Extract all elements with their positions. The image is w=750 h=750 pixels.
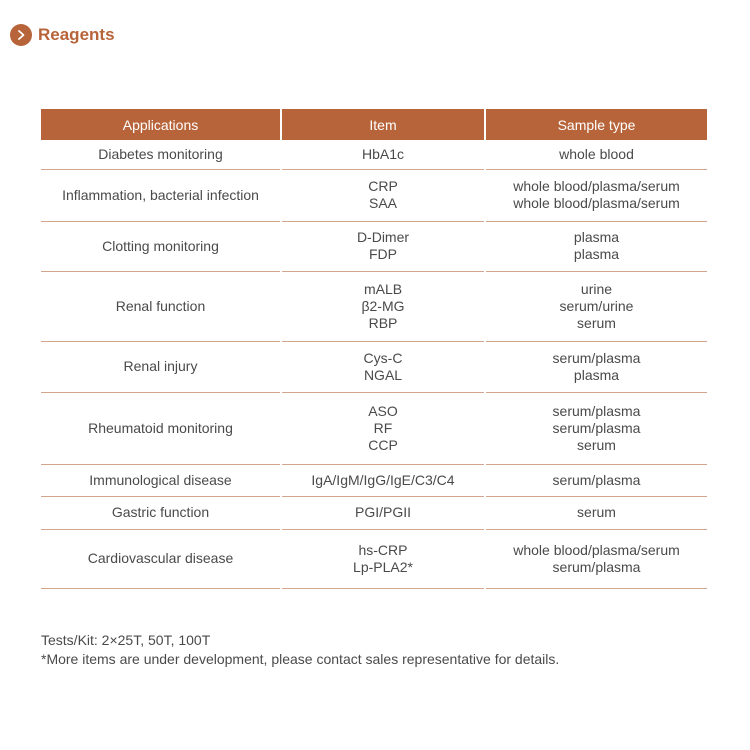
- item-label: hs-CRP: [358, 541, 408, 558]
- item-label: HbA1c: [361, 145, 405, 162]
- item-cell: [282, 497, 484, 530]
- table-header-row: [41, 109, 707, 140]
- application-label: Diabetes monitoring: [98, 145, 223, 162]
- sample-type-label: serum: [577, 504, 616, 520]
- item-label: CRP: [368, 178, 398, 194]
- application-cell: [41, 465, 280, 497]
- sample-type-label: plasma: [573, 366, 620, 383]
- item-cell: [282, 222, 484, 272]
- table-row: [41, 497, 707, 530]
- item-cell: [282, 140, 484, 170]
- item-label: CCP: [368, 436, 398, 453]
- section-header: [10, 24, 115, 46]
- item-label: NGAL: [363, 366, 403, 383]
- application-cell: [41, 530, 280, 589]
- item-label: ASO: [368, 402, 398, 419]
- item-label: D-Dimer: [356, 229, 410, 245]
- item-cell: [282, 393, 484, 465]
- sample-type-label: whole blood: [559, 145, 634, 162]
- header-item: Item: [282, 109, 484, 140]
- application-cell: [41, 222, 280, 272]
- sample-type-label: serum/plasma: [552, 402, 641, 419]
- application-label: Inflammation, bacterial infection: [62, 186, 259, 203]
- sample-type-label: serum/plasma: [552, 471, 641, 488]
- item-label: β2-MG: [361, 297, 405, 314]
- application-cell: [41, 170, 280, 222]
- item-label: IgA/IgM/IgG/IgE/C3/C4: [311, 471, 455, 488]
- application-cell: [41, 272, 280, 342]
- sample-type-label: serum/plasma: [552, 419, 641, 436]
- item-cell: [282, 530, 484, 589]
- item-label: SAA: [368, 195, 397, 211]
- item-cell: [282, 465, 484, 497]
- sample-type-label: whole blood/plasma/serum: [513, 178, 680, 194]
- application-label: Immunological disease: [89, 471, 232, 488]
- item-label: Cys-C: [363, 349, 403, 366]
- sample-type-label: plasma: [573, 229, 620, 245]
- development-note: *More items are under development, please contact sales representative for details.: [41, 651, 560, 667]
- application-cell: [41, 342, 280, 393]
- reagents-table: [41, 109, 707, 589]
- application-cell: [41, 497, 280, 530]
- chevron-right-icon: [10, 24, 32, 46]
- section-title: Reagents: [38, 25, 115, 44]
- sample-type-label: serum/urine: [559, 297, 634, 314]
- footer: [41, 631, 559, 669]
- sample-type-cell: [486, 497, 707, 530]
- item-label: RF: [373, 419, 393, 436]
- sample-type-label: whole blood/plasma/serum: [513, 541, 680, 558]
- table-row: [41, 342, 707, 393]
- sample-type-label: serum/plasma: [552, 558, 641, 575]
- item-label: PGI/PGII: [354, 504, 411, 520]
- application-label: Renal function: [115, 297, 206, 314]
- header-applications: Applications: [41, 109, 280, 140]
- tests-per-kit-text: Tests/Kit: 2×25T, 50T, 100T: [41, 632, 211, 648]
- table-row: [41, 222, 707, 272]
- item-cell: [282, 342, 484, 393]
- sample-type-label: plasma: [573, 246, 620, 262]
- table-row: [41, 530, 707, 589]
- table-row: [41, 393, 707, 465]
- table-row: [41, 170, 707, 222]
- item-label: RBP: [368, 314, 398, 331]
- table-row: [41, 272, 707, 342]
- sample-type-cell: [486, 530, 707, 589]
- sample-type-cell: [486, 222, 707, 272]
- application-cell: [41, 140, 280, 170]
- table-row: [41, 140, 707, 170]
- application-label: Cardiovascular disease: [87, 550, 234, 566]
- table-row: [41, 465, 707, 497]
- application-label: Gastric function: [111, 504, 210, 520]
- header-sample-type: Sample type: [486, 109, 707, 140]
- item-cell: [282, 170, 484, 222]
- sample-type-cell: [486, 272, 707, 342]
- sample-type-cell: [486, 342, 707, 393]
- application-label: Renal injury: [123, 358, 198, 374]
- sample-type-cell: [486, 140, 707, 170]
- sample-type-label: serum: [577, 314, 616, 331]
- sample-type-label: whole blood/plasma/serum: [513, 195, 680, 211]
- table-body: [41, 140, 707, 589]
- application-label: Rheumatoid monitoring: [88, 419, 233, 436]
- item-label: mALB: [363, 280, 403, 297]
- item-label: FDP: [369, 246, 397, 262]
- sample-type-cell: [486, 465, 707, 497]
- application-label: Clotting monitoring: [102, 237, 219, 254]
- sample-type-cell: [486, 393, 707, 465]
- sample-type-cell: [486, 170, 707, 222]
- sample-type-label: serum/plasma: [552, 349, 641, 366]
- item-label: Lp-PLA2*: [353, 558, 413, 575]
- sample-type-label: urine: [580, 280, 613, 297]
- item-cell: [282, 272, 484, 342]
- application-cell: [41, 393, 280, 465]
- sample-type-label: serum: [577, 436, 616, 453]
